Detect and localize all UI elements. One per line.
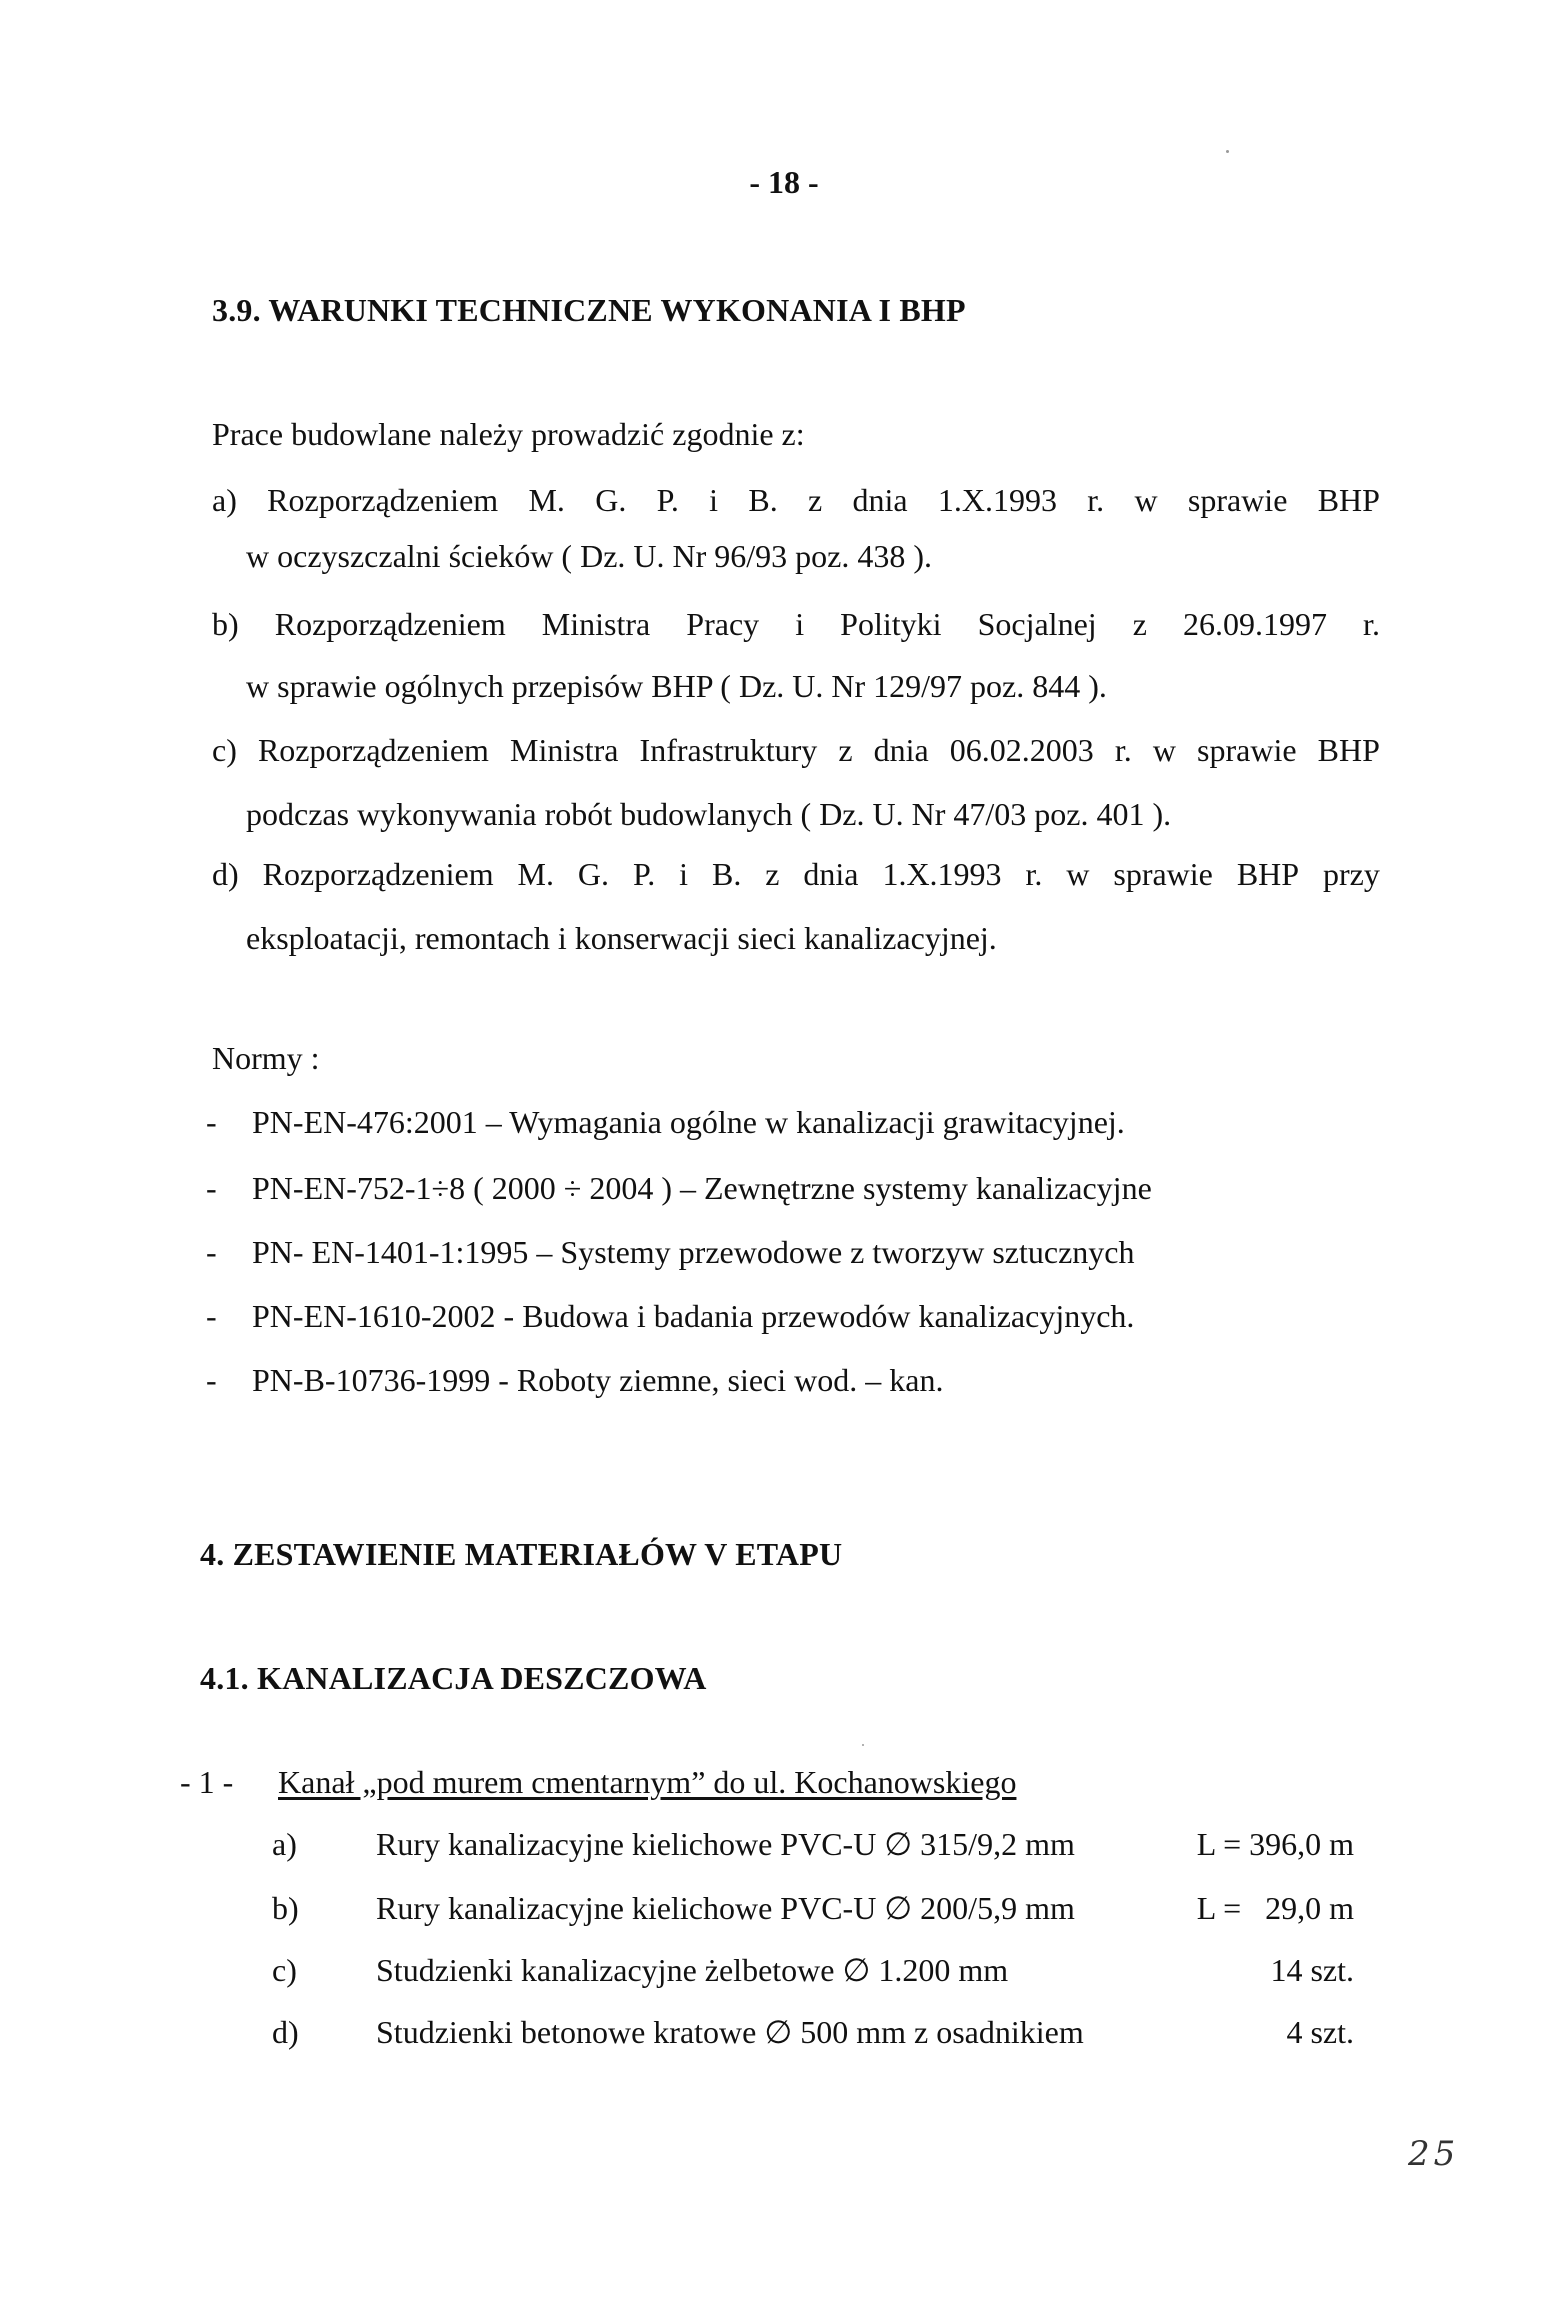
- word: 26.09.1997: [1182, 606, 1327, 642]
- material-description: Rury kanalizacyjne kielichowe PVC-U ∅ 200/5,9 mm: [376, 1890, 1075, 1926]
- material-row: [272, 1826, 1354, 1866]
- norm-item: [206, 1362, 943, 1398]
- word: w: [1066, 856, 1090, 892]
- word: Rozporządzeniem: [257, 732, 489, 768]
- word: z: [1132, 606, 1147, 642]
- word: r.: [1114, 732, 1132, 768]
- word: Socjalnej: [977, 606, 1097, 642]
- norm-text: PN-EN-752-1÷8 ( 2000 ÷ 2004 ) – Zewnętrzne systemy kanalizacyjne: [252, 1170, 1152, 1206]
- material-letter: d): [272, 2014, 299, 2050]
- regulation-a-line2: w oczyszczalni ścieków ( Dz. U. Nr 96/93 poz. 438 ).: [246, 538, 933, 574]
- word: r.: [1025, 856, 1043, 892]
- scan-speck: [1226, 150, 1229, 153]
- material-row: [272, 1952, 1354, 1992]
- word: BHP: [1317, 482, 1380, 518]
- section-heading-4-1: 4.1. KANALIZACJA DESZCZOWA: [200, 1660, 707, 1696]
- word: z: [807, 482, 823, 518]
- word: i: [795, 606, 805, 642]
- word: Polityki: [840, 606, 942, 642]
- scan-speck: [862, 1744, 864, 1746]
- list-dash: -: [206, 1170, 217, 1206]
- list-dash: -: [206, 1362, 217, 1398]
- norm-text: PN- EN-1401-1:1995 – Systemy przewodowe z tworzyw sztucznych: [252, 1234, 1135, 1270]
- material-letter: b): [272, 1890, 299, 1926]
- word: G.: [595, 482, 627, 518]
- list-dash: -: [206, 1234, 217, 1270]
- word: z: [765, 856, 780, 892]
- intro-text: Prace budowlane należy prowadzić zgodnie z:: [212, 416, 805, 452]
- word: sprawie: [1197, 732, 1297, 768]
- word: M.: [517, 856, 554, 892]
- word: Pracy: [686, 606, 760, 642]
- norm-text: PN-EN-1610-2002 - Budowa i badania przewodów kanalizacyjnych.: [252, 1298, 1135, 1334]
- section-heading-3-9: 3.9. WARUNKI TECHNICZNE WYKONANIA I BHP: [212, 292, 966, 328]
- word: dnia: [873, 732, 929, 768]
- regulation-d-words: [212, 856, 1380, 892]
- word: z: [838, 732, 853, 768]
- word: Infrastruktury: [639, 732, 818, 768]
- word: i: [679, 856, 689, 892]
- material-letter: a): [272, 1826, 297, 1862]
- word: w: [1134, 482, 1158, 518]
- regulation-c-letter: c): [212, 732, 237, 768]
- word: 1.X.1993: [882, 856, 1002, 892]
- material-description: Studzienki kanalizacyjne żelbetowe ∅ 1.200 mm: [376, 1952, 1009, 1988]
- norm-item: [206, 1104, 1125, 1140]
- material-description: Rury kanalizacyjne kielichowe PVC-U ∅ 315/9,2 mm: [376, 1826, 1075, 1862]
- page-number: - 18 -: [749, 164, 819, 200]
- word: sprawie: [1113, 856, 1213, 892]
- word: B.: [711, 856, 742, 892]
- group-title: Kanał „pod murem cmentarnym” do ul. Kochanowskiego: [278, 1764, 1017, 1800]
- word: G.: [577, 856, 610, 892]
- norm-item: [206, 1298, 1134, 1334]
- material-quantity: 4 szt.: [1286, 2014, 1354, 2050]
- word: P.: [632, 856, 656, 892]
- word: przy: [1323, 856, 1380, 892]
- norm-text: PN-B-10736-1999 - Roboty ziemne, sieci wod. – kan.: [252, 1362, 944, 1398]
- regulation-c-line2: podczas wykonywania robót budowlanych ( Dz. U. Nr 47/03 poz. 401 ).: [246, 796, 1172, 832]
- group-marker: - 1 -: [180, 1764, 234, 1800]
- list-dash: -: [206, 1298, 217, 1334]
- word: P.: [656, 482, 679, 518]
- word: Rozporządzeniem: [262, 856, 494, 892]
- word: dnia: [803, 856, 859, 892]
- word: BHP: [1317, 732, 1380, 768]
- material-row: [272, 1890, 1354, 1930]
- word: r.: [1087, 482, 1105, 518]
- word: Ministra: [541, 606, 651, 642]
- word: i: [709, 482, 719, 518]
- word: w: [1152, 732, 1176, 768]
- word: sprawie: [1187, 482, 1288, 518]
- group-header: [180, 1764, 1016, 1800]
- regulation-b-letter: b): [212, 606, 239, 642]
- section-heading-4: 4. ZESTAWIENIE MATERIAŁÓW V ETAPU: [200, 1536, 843, 1572]
- word: Rozporządzeniem: [267, 482, 499, 518]
- word: B.: [748, 482, 778, 518]
- norm-item: [206, 1234, 1134, 1270]
- word: M.: [528, 482, 565, 518]
- word: Rozporządzeniem: [274, 606, 506, 642]
- word: 1.X.1993: [937, 482, 1057, 518]
- regulation-a-words: [212, 482, 1380, 518]
- material-row: [272, 2014, 1354, 2054]
- word: r.: [1363, 606, 1380, 642]
- word: 06.02.2003: [949, 732, 1094, 768]
- regulation-b-words: [212, 606, 1380, 642]
- word: dnia: [852, 482, 908, 518]
- regulation-a-letter: a): [212, 482, 237, 518]
- regulation-b-line1: [212, 606, 1380, 642]
- regulation-d-line2: eksploatacji, remontach i konserwacji sieci kanalizacyjnej.: [246, 920, 997, 956]
- regulation-d-line1: [212, 856, 1380, 892]
- regulation-a-line1: [212, 482, 1380, 518]
- material-quantity: L = 396,0 m: [1196, 1826, 1354, 1862]
- material-letter: c): [272, 1952, 297, 1988]
- regulation-d-letter: d): [212, 856, 239, 892]
- word: BHP: [1236, 856, 1300, 892]
- word: Ministra: [510, 732, 619, 768]
- handwritten-page-mark: 25: [1408, 2134, 1460, 2174]
- list-dash: -: [206, 1104, 217, 1140]
- norms-label: Normy :: [212, 1040, 320, 1076]
- material-quantity: 14 szt.: [1270, 1952, 1354, 1988]
- regulation-b-line2: w sprawie ogólnych przepisów BHP ( Dz. U. Nr 129/97 poz. 844 ).: [246, 668, 1107, 704]
- material-quantity: L = 29,0 m: [1196, 1890, 1354, 1926]
- material-description: Studzienki betonowe kratowe ∅ 500 mm z osadnikiem: [376, 2014, 1084, 2050]
- norm-item: [206, 1170, 1152, 1206]
- regulation-c-line1: [212, 732, 1380, 768]
- regulation-c-words: [212, 732, 1380, 768]
- norm-text: PN-EN-476:2001 – Wymagania ogólne w kanalizacji grawitacyjnej.: [252, 1104, 1125, 1140]
